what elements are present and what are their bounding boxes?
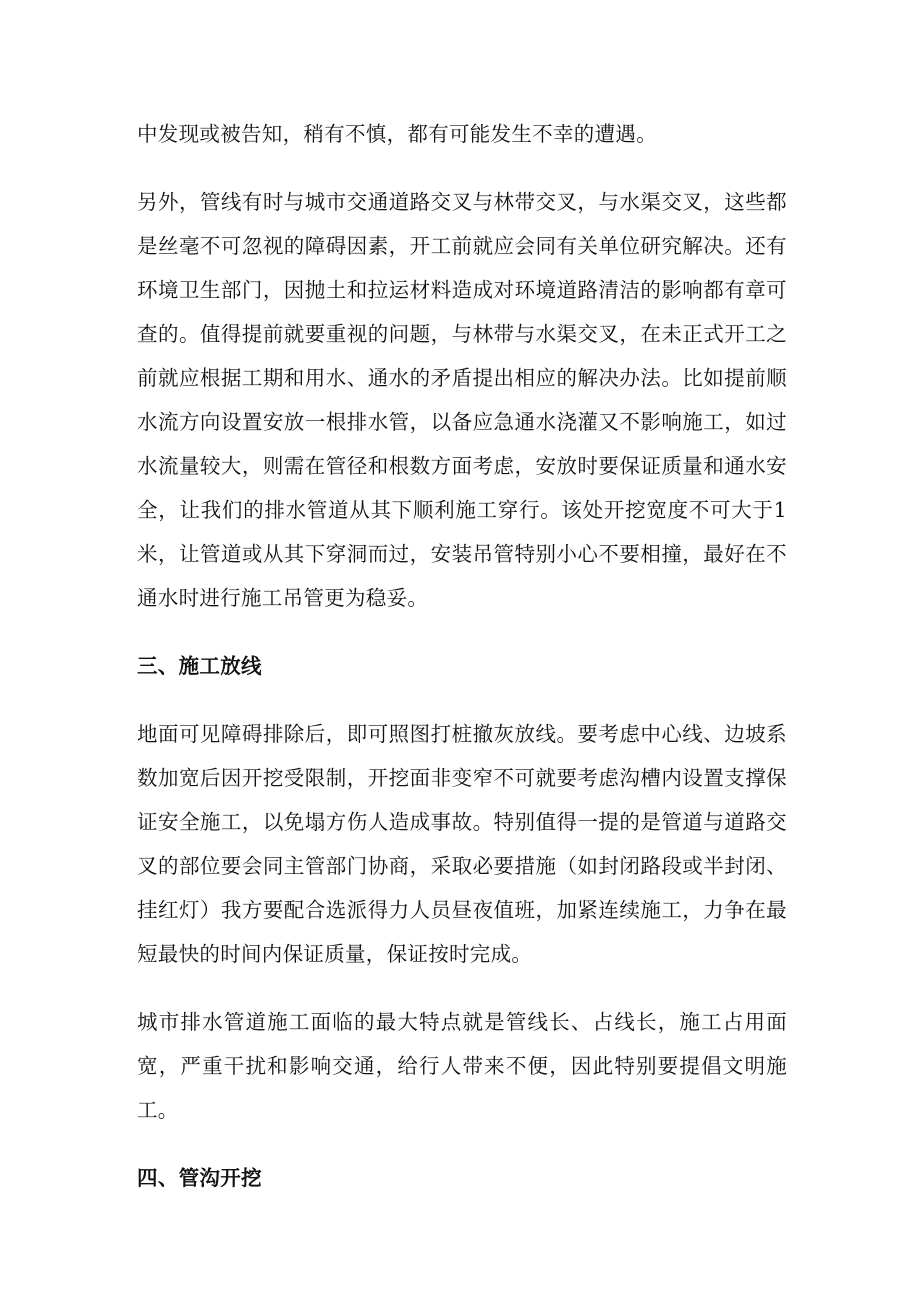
section-heading-layout: 三、施工放线 [137, 654, 262, 678]
paragraph-continuation: 中发现或被告知，稍有不慎，都有可能发生不幸的遭遇。 [137, 122, 657, 146]
section-heading-trench-excavation: 四、管沟开挖 [137, 1166, 262, 1190]
document-page [137, 112, 787, 1200]
paragraph-crossing-obstacles: 另外，管线有时与城市交通道路交叉与林带交叉，与水渠交叉，这些都是丝毫不可忽视的障碍因素，开工前就应会同有关单位研究解决。还有环境卫生部门，因抛土和拉运材料造成对环境道路清洁的影响都有章可查的。值得提前就要重视的问题，与林带与水渠交叉，在未正式开工之前就应根据工期和用水、通水的矛盾提出相应的解决办法。比如提前顺水流方向设置安放一根排水管，以备应急通水浇灌又不影响施工，如过水流量较大，则需在管径和根数方面考虑，安放时要保证质量和通水安全，让我们的排水管道从其下顺利施工穿行。该处开挖宽度不可大于1米，让管道或从其下穿洞而过，安装吊管特别小心不要相撞，最好在不通水时进行施工吊管更为稳妥。 [137, 190, 787, 610]
paragraph-civilized-construction: 城市排水管道施工面临的最大特点就是管线长、占线长，施工占用面宽，严重干扰和影响交通，给行人带来不便，因此特别要提倡文明施工。 [137, 1010, 787, 1122]
paragraph-layout: 地面可见障碍排除后，即可照图打桩撤灰放线。要考虑中心线、边坡系数加宽后因开挖受限制，开挖面非变窄不可就要考虑沟槽内设置支撑保证安全施工，以免塌方伤人造成事故。特别值得一提的是管道与道路交叉的部位要会同主管部门协商，采取必要措施（如封闭路段或半封闭、挂红灯）我方要配合选派得力人员昼夜值班，加紧连续施工，力争在最短最快的时间内保证质量，保证按时完成。 [137, 722, 787, 966]
